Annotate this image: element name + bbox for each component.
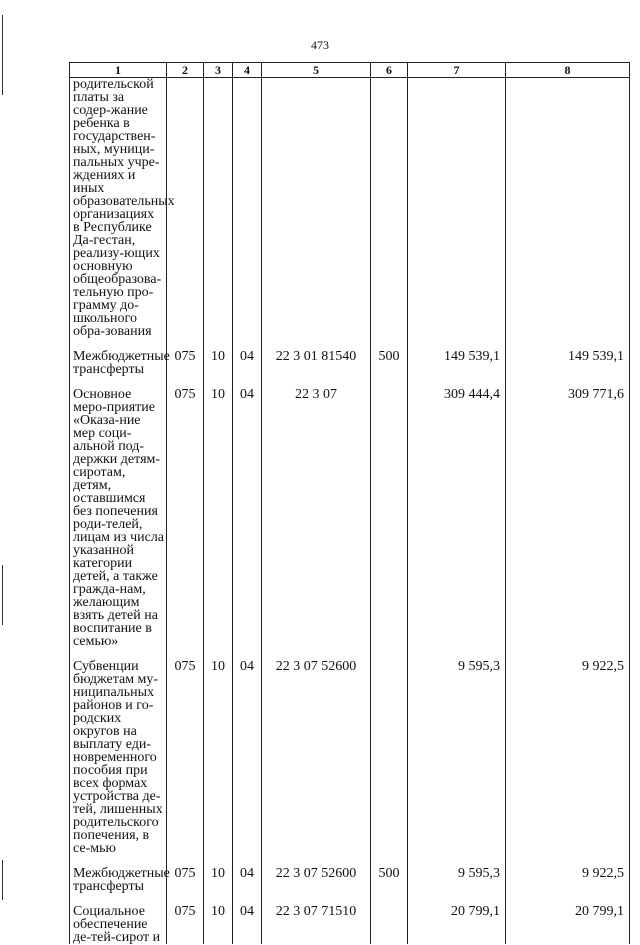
row-expense-type-code (371, 78, 408, 339)
row-expense-type-code (371, 388, 408, 648)
table-row (70, 78, 630, 339)
row-name: Основное меро-приятие «Оказа-ние мер соци-альной под-держки детям-сиротам, детям, оставшимся без попечения роди-телей, лицам из числа указанной категории детей, а также гражда-нам, желающим взять детей на воспитание в семью» (70, 388, 167, 648)
row-amount-8: 9 922,5 (506, 660, 630, 855)
row-amount-8: 20 799,1 (506, 905, 630, 944)
row-target-code: 22 3 07 71510 (262, 905, 371, 944)
column-header-2: 2 (167, 63, 204, 78)
column-header-8: 8 (506, 63, 630, 78)
table-row (70, 388, 630, 648)
row-subsection-code: 04 (233, 350, 262, 376)
row-target-code (262, 78, 371, 339)
row-name: родительской платы за содер-жание ребенка в государствен-ных, муници-пальных учре-ждениях и иных образовательных организациях в Республике Да-гестан, реализу-ющих основную общеобразова-тельную про-грамму до-школьного обра-зования (70, 78, 167, 339)
row-amount-8: 149 539,1 (506, 350, 630, 376)
row-amount-7: 20 799,1 (408, 905, 506, 944)
row-amount-7 (408, 78, 506, 339)
row-amount-7: 9 595,3 (408, 867, 506, 893)
row-ministry-code: 075 (167, 388, 204, 648)
table-row (70, 660, 630, 855)
scan-edge-mark (2, 860, 3, 900)
table-row (70, 867, 630, 893)
row-amount-8: 309 771,6 (506, 388, 630, 648)
row-section-code: 10 (204, 905, 233, 944)
row-expense-type-code (371, 905, 408, 944)
row-ministry-code: 075 (167, 350, 204, 376)
table-row (70, 905, 630, 944)
row-section-code: 10 (204, 867, 233, 893)
row-expense-type-code: 500 (371, 350, 408, 376)
column-header-1: 1 (70, 63, 167, 78)
row-subsection-code: 04 (233, 867, 262, 893)
row-section-code: 10 (204, 350, 233, 376)
table-header-row (70, 63, 630, 78)
row-subsection-code: 04 (233, 660, 262, 855)
row-name: Межбюджетные трансферты (70, 867, 167, 893)
row-target-code: 22 3 07 52600 (262, 660, 371, 855)
column-header-3: 3 (204, 63, 233, 78)
row-target-code: 22 3 07 (262, 388, 371, 648)
row-subsection-code: 04 (233, 905, 262, 944)
page-number: 473 (311, 38, 329, 52)
row-amount-8: 9 922,5 (506, 867, 630, 893)
row-ministry-code: 075 (167, 867, 204, 893)
row-section-code: 10 (204, 388, 233, 648)
row-amount-8 (506, 78, 630, 339)
column-header-7: 7 (408, 63, 506, 78)
row-name: Субвенции бюджетам му-ниципальных районов и го-родских округов на выплату еди-новременного пособия при всех формах устройства де-тей, лишенных родительского попечения, в се-мью (70, 660, 167, 855)
row-amount-7: 9 595,3 (408, 660, 506, 855)
row-subsection-code (233, 78, 262, 339)
row-name: Межбюджетные трансферты (70, 350, 167, 376)
row-ministry-code: 075 (167, 905, 204, 944)
row-expense-type-code: 500 (371, 867, 408, 893)
row-gap (70, 376, 630, 388)
column-header-6: 6 (371, 63, 408, 78)
scan-edge-mark (2, 15, 3, 95)
column-header-4: 4 (233, 63, 262, 78)
row-section-code (204, 78, 233, 339)
row-amount-7: 149 539,1 (408, 350, 506, 376)
row-section-code: 10 (204, 660, 233, 855)
row-name: Социальное обеспечение де-тей-сирот и (70, 905, 167, 944)
table-row (70, 350, 630, 376)
row-target-code: 22 3 01 81540 (262, 350, 371, 376)
row-ministry-code: 075 (167, 660, 204, 855)
row-target-code: 22 3 07 52600 (262, 867, 371, 893)
row-expense-type-code (371, 660, 408, 855)
scan-edge-mark (2, 565, 3, 625)
column-header-5: 5 (262, 63, 371, 78)
row-subsection-code: 04 (233, 388, 262, 648)
row-amount-7: 309 444,4 (408, 388, 506, 648)
budget-table (69, 62, 630, 944)
